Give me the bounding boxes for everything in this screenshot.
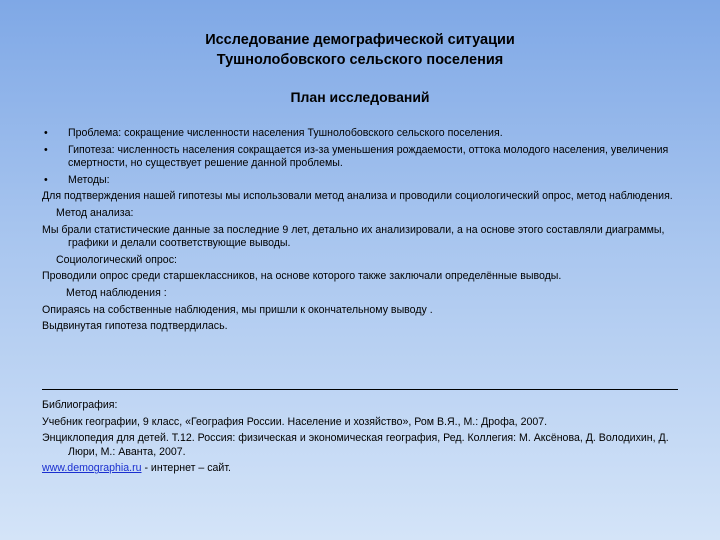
bullet-icon: • — [44, 127, 48, 139]
observation-text: Опираясь на собственные наблюдения, мы пришли к окончательному выводу . — [42, 303, 433, 316]
bibliography-item: Учебник географии, 9 класс, «География России. Население и хозяйство», Ром В.Я., М.: Дрофа, 2007. — [42, 415, 548, 428]
analysis-heading: Метод анализа: — [56, 206, 134, 219]
bullet-text: Гипотеза: численность населения сокращается из-за уменьшения рождаемости, оттока молодого населения, увеличения смертности, но существует решение данной проблемы. — [68, 143, 669, 170]
bibliography — [42, 399, 692, 479]
bullet-text: Методы: — [68, 173, 110, 186]
website-link[interactable]: www.demographia.ru — [42, 462, 142, 475]
bibliography-heading: Библиография: — [42, 399, 118, 411]
bullet-icon: • — [44, 173, 48, 186]
divider-line — [42, 389, 678, 390]
plan-body — [42, 127, 682, 337]
page-title — [0, 30, 720, 70]
bullet-item-problem — [42, 127, 682, 141]
analysis-text: Мы брали статистические данные за последние 9 лет, детально их анализировали, а на основе этого составляли диаграммы, графики и делали соответствующие выводы. — [42, 223, 665, 250]
bullet-text: Проблема: сокращение численности населения Тушнолобовского сельского поселения. — [68, 127, 503, 139]
title-line-1: Исследование демографической ситуации — [205, 32, 515, 48]
conclusion-text: Выдвинутая гипотеза подтвердилась. — [42, 320, 228, 333]
title-line-2: Тушнолобовского сельского поселения — [216, 52, 504, 68]
section-subtitle: План исследований — [290, 89, 430, 105]
methods-intro: Для подтверждения нашей гипотезы мы использовали метод анализа и проводили социологический опрос, метод наблюдения. — [42, 190, 673, 203]
observation-heading: Метод наблюдения : — [66, 286, 167, 299]
bullet-icon: • — [44, 143, 48, 156]
bullet-item-hypothesis — [42, 144, 682, 171]
survey-text: Проводили опрос среди старшеклассников, на основе которого также заключали определённые выводы. — [42, 270, 562, 283]
survey-heading: Социологический опрос: — [56, 253, 177, 266]
bibliography-link-row — [42, 462, 692, 476]
website-link-suffix: - интернет – сайт. — [141, 462, 231, 475]
bibliography-item: Энциклопедия для детей. Т.12. Россия: физическая и экономическая география, Ред. Коллегия: М. Аксёнова, Д. Володихин, Д. Люри, М.: Аванта, 2007. — [42, 432, 669, 458]
bullet-item-methods — [42, 174, 682, 188]
